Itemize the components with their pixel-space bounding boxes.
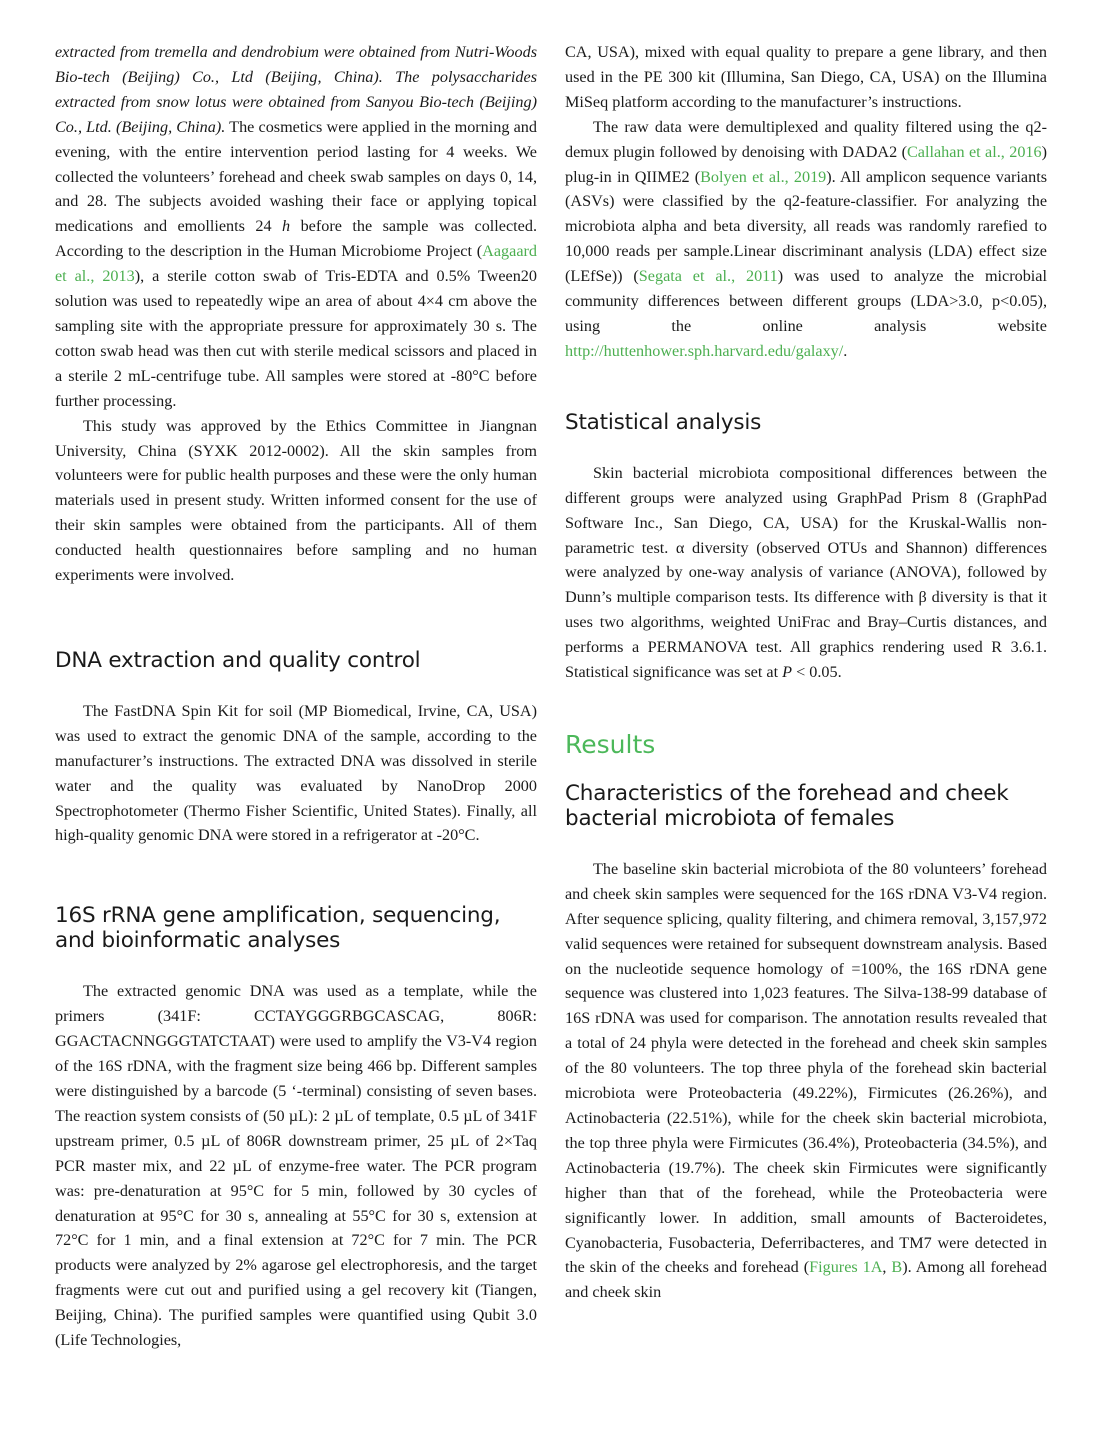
raw-data-paragraph: The raw data were demultiplexed and quality filtered using the q2-demux plugin followed by denoising with DADA2 (Callahan et al., 2016) plug-in in QIIME2 (Bolyen et al., 2019). All amplicon sequence variants (ASVs) were classified by the q2-feature-classifier. For analyzing the microbiota alpha and beta diversity, all reads was randomly rarefied to 10,000 reads per sample.Linear discriminant analysis (LDA) effect size (LEfSe)) (Segata et al., 2011) was used to analyze the microbial community differences between different groups (LDA>3.0, p<0.05), using the online analysis website http://huttenhower.sph.harvard.edu/galaxy/.: [565, 117, 1048, 360]
intro-paragraph: extracted from tremella and dendrobium were obtained from Nutri-Woods Bio-tech (Beijing) Co., Ltd (Beijing, China). The polysaccharides extracted from snow lotus were obtained from Sanyou Bio-tech (Beijing) Co., Ltd. (Beijing, China). The cosmetics were applied in the morning and evening, with the entire intervention period lasting for 4 weeks. We collected the volunteers’ forehead and cheek swab samples on days 0, 14, and 28. The subjects avoided washing their face or applying topical medications and emollients 24 h before the sample was collected. According to the description in the Human Microbiome Project (Aagaard et al., 2013), a sterile cotton swab of Tris-EDTA and 0.5% Tween20 solution was used to repeatedly wipe an area of about 4×4 cm above the sampling site with the appropriate pressure for approximately 30 s. The cotton swab head was then cut with sterile medical scissors and placed in a sterile 2 mL-centrifuge tube. All samples were stored at -80°C before further processing.: [55, 43, 537, 410]
16s-rrna-paragraph: The extracted genomic DNA was used as a template, while the primers (341F: CCTAYGGGRBGCASCAG, 806R: GGACTACNNGGGTATCTAAT) were used to amplify the V3-V4 region of the 16S rDNA, with the fragment size being 466 bp. Different samples were distinguished by a barcode (5 ‘-terminal) consisting of seven bases. The reaction system consists of (50 µL): 2 µL of template, 0.5 µL of 341F upstream primer, 0.5 µL of 806R downstream primer, 25 µL of 2×Taq PCR master mix, and 22 µL of enzyme-free water. The PCR program was: pre-denaturation at 95°C for 5 min, followed by 30 cycles of denaturation at 95°C for 30 s, annealing at 55°C for 30 s, extension at 72°C for 1 min, and a final extension at 72°C for 7 min. The PCR products were analyzed by 2% agarose gel electrophoresis, and the target fragments were cut out and purified using a gel recovery kit (Tiangen, Beijing, China). The purified samples were quantified using Qubit 3.0 (Life Technologies,: [55, 982, 537, 1350]
section-heading-statistical-analysis: Statistical analysis: [565, 409, 762, 435]
ethics-paragraph: This study was approved by the Ethics Committee in Jiangnan University, China (SYXK 2012-0002). All the skin samples from volunteers were for public health purposes and these were the only human materials used in present study. Written informed consent for the use of their skin samples were obtained from the participants. All of them conducted health questionnaires before sampling and no human experiments were involved.: [55, 416, 537, 585]
right-column: [565, 40, 1047, 1305]
statistical-analysis-paragraph: Skin bacterial microbiota compositional differences between the different groups were analyzed using GraphPad Prism 8 (GraphPad Software Inc., San Diego, CA, USA) for the Kruskal-Wallis non-parametric test. α diversity (observed OTUs and Shannon) differences were analyzed by one-way analysis of variance (ANOVA), followed by Dunn’s multiple comparison tests. Its difference with β diversity is that it uses two algorithms, weighted UniFrac and Bray–Curtis distances, and performs a PERMANOVA test. All graphics rendering used R 3.6.1. Statistical significance was set at P < 0.05.: [565, 463, 1047, 682]
section-heading-results: Results: [565, 729, 656, 759]
galaxy-url-link[interactable]: http://huttenhower.sph.harvard.edu/galaxy/: [565, 341, 844, 360]
left-column: [55, 40, 537, 1353]
figure-link-1b[interactable]: B: [891, 1258, 903, 1277]
citation-link-aagaard[interactable]: Aagaard et al., 2013: [55, 242, 537, 286]
figure-link-1a[interactable]: Figures 1A: [809, 1258, 883, 1277]
continued-paragraph: CA, USA), mixed with equal quality to prepare a gene library, and then used in the PE 300 kit (Illumina, San Diego, CA, USA) on the Illumina MiSeq platform according to the manufacturer’s instructions.: [565, 43, 1047, 111]
citation-link-callahan[interactable]: Callahan et al., 2016: [907, 142, 1042, 161]
characteristics-paragraph: The baseline skin bacterial microbiota of the 80 volunteers’ forehead and cheek skin samples were sequenced for the 16S rDNA V3-V4 region. After sequence splicing, quality filtering, and chimera removal, 3,157,972 valid sequences were retained for subsequent downstream analysis. Based on the nucleotide sequence homology of =100%, the 16S rDNA gene sequence was clustered into 1,023 features. The Silva-138-99 database of 16S rDNA was used for comparison. The annotation results revealed that a total of 24 phyla were detected in the forehead and cheek skin samples of the 80 volunteers. The top three phyla of the forehead skin bacterial microbiota were Proteobacteria (49.22%), Firmicutes (26.26%), and Actinobacteria (22.51%), while for the cheek skin bacterial microbiota, the top three phyla were Firmicutes (36.4%), Proteobacteria (34.5%), and Actinobacteria (19.7%). The cheek skin Firmicutes were significantly higher than that of the forehead, while the Proteobacteria were significantly lower. In addition, small amounts of Bacteroidetes, Cyanobacteria, Fusobacteria, Deferribacteres, and TM7 were detected in the skin of the cheeks and forehead (Figures 1A, B). Among all forehead and cheek skin: [565, 859, 1047, 1302]
citation-link-bolyen[interactable]: Bolyen et al., 2019: [700, 167, 827, 186]
intro-italic-text: extracted from tremella and dendrobium were obtained from Nutri-Woods Bio-tech (Beijing) Co., Ltd (Beijing, China). The polysaccharides extracted from snow lotus were obtained from Sanyou Bio-tech (Beijing) Co., Ltd. (Beijing, China).: [55, 43, 537, 136]
citation-link-segata[interactable]: Segata et al., 2011: [638, 267, 778, 286]
section-heading-16s-rrna: 16S rRNA gene amplification, sequencing, and bioinformatic analyses: [55, 903, 501, 954]
section-heading-dna-extraction: DNA extraction and quality control: [55, 647, 421, 673]
dna-extraction-paragraph: The FastDNA Spin Kit for soil (MP Biomedical, Irvine, CA, USA) was used to extract the genomic DNA of the sample, according to the manufacturer’s instructions. The extracted DNA was dissolved in sterile water and the quality was evaluated by NanoDrop 2000 Spectrophotometer (Thermo Fisher Scientific, United States). Finally, all high-quality genomic DNA were stored in a refrigerator at -20°C.: [55, 701, 537, 845]
subsection-heading-characteristics: Characteristics of the forehead and cheek bacterial microbiota of females: [565, 780, 1009, 831]
